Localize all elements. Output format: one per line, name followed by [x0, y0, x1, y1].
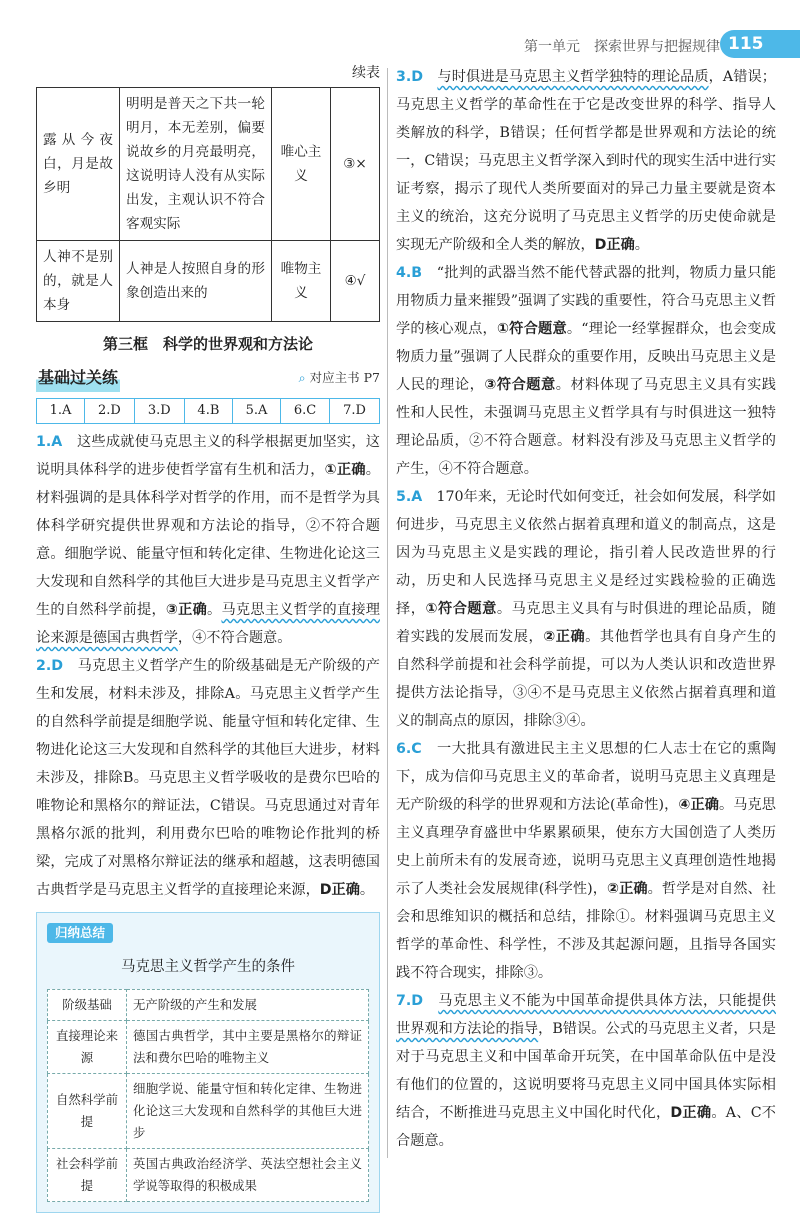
left-column	[36, 63, 380, 1213]
table-cell: 唯物主义	[272, 241, 331, 322]
explanation-1: 1.A 这些成就使马克思主义的科学根据更加坚实，这说明具体科学的进步使哲学富有生机和活力，①正确。材料强调的是具体科学对哲学的作用，而不是哲学为具体科学研究提供世界观和方法论的指导，②不符合题意。细胞学说、能量守恒和转化定律、生物进化论这三大发现和自然科学的其他巨大进步是马克思主义哲学产生的自然科学前提，③正确。马克思主义哲学的直接理论来源是德国古典哲学，④不符合题意。	[36, 434, 380, 646]
table-row: 阶级基础 无产阶级的产生和发展	[48, 990, 369, 1021]
explanation-2: 2.D 马克思主义哲学产生的阶级基础是无产阶级的产生和发展，材料未涉及，排除A。马克思主义哲学产生的自然科学前提是细胞学说、能量守恒和转化定律、生物进化论这三大发现和自然科学的其他巨大进步，材料未涉及，排除B。马克思主义哲学吸收的是费尔巴哈的唯物论和黑格尔的辩证法，C错误。马克思通过对青年黑格尔派的批判，利用费尔巴哈的唯物论作批判的桥梁，完成了对黑格尔辩证法的继承和超越，这表明德国古典哲学是马克思主义哲学的直接理论来源，D正确。	[36, 658, 380, 898]
header-title: 第一单元 探索世界与把握规律	[524, 39, 720, 55]
table-cell: 唯心主义	[272, 88, 331, 241]
table-row	[37, 88, 380, 241]
explanation-5: 5.A 170年来，无论时代如何变迁，社会如何发展，科学如何进步，马克思主义依然占据着真理和道义的制高点，这是因为马克思主义是实践的理论，指引着人民改造世界的行动，历史和人民选择马克思主义是经过实践检验的正确选择，①符合题意。马克思主义具有与时俱进的理论品质，随着实践的发展而发展，②正确。其他哲学也具有自身产生的自然科学前提和社会科学前提，可以为人类认识和改造世界提供方法论指导，③④不是马克思主义依然占据着真理和道义的制高点的原因，排除③④。	[396, 489, 776, 729]
page-number: 115	[720, 30, 800, 58]
table-cell: ④√	[331, 241, 380, 322]
explanation-4: 4.B “批判的武器当然不能代替武器的批判，物质力量只能用物质力量来摧毁”强调了实践的重要性，符合马克思主义哲学的核心观点，①符合题意。“理论一经掌握群众，也会变成物质力量”强调了人民群众的重要作用，反映出马克思主义是人民的理论，③符合题意。材料体现了马克思主义具有实践性和人民性，未强调马克思主义哲学具有与时俱进这一独特理论品质，②不符合题意。材料没有涉及马克思主义哲学的产生，④不符合题意。	[396, 265, 776, 477]
explanation-6: 6.C 一大批具有激进民主主义思想的仁人志士在它的熏陶下，成为信仰马克思主义的革命者，说明马克思主义真理是无产阶级的科学的世界观和方法论(革命性)，④正确。马克思主义真理孕育盛世中华累累硕果，使东方大国创造了人类历史上前所未有的发展奇迹，说明马克思主义真理创造性地揭示了人类社会发展规律(科学性)，②正确。哲学是对自然、社会和思维知识的概括和总结，排除①。材料强调马克思主义哲学的革命性、科学性，不涉及其起源问题，且指导各国实践不符合现实，排除③。	[396, 741, 776, 981]
answer-cell: 6.C	[280, 399, 329, 424]
practice-header	[36, 364, 380, 392]
explanation-3: 3.D 与时俱进是马克思主义哲学独特的理论品质，A错误；马克思主义哲学的革命性在于它是改变世界的科学、指导人类解放的科学，B错误；任何哲学都是世界观和方法论的统一，C错误；马克思主义哲学深入到时代的现实生活中进行实证考察，揭示了现代人类所要面对的异己力量主要就是资本主义的统治，这充分说明了马克思主义哲学的历史使命就是实现无产阶级和全人类的解放，D正确。	[396, 69, 776, 253]
table-cell: ③×	[331, 88, 380, 241]
table-cell: 明明是普天之下共一轮明月，本无差别，偏要说故乡的月亮最明亮，这说明诗人没有从实际出发，主观认识不符合客观实际	[120, 88, 272, 241]
table-row	[37, 241, 380, 322]
table-row: 社会科学前提 英国古典政治经济学、英法空想社会主义学说等取得的积极成果	[48, 1149, 369, 1202]
answer-cell: 5.A	[233, 399, 281, 424]
summary-tag: 归纳总结	[47, 923, 113, 943]
continued-label: 续表	[352, 65, 380, 81]
summary-box	[36, 912, 380, 1213]
answer-cell: 1.A	[37, 399, 85, 424]
answer-cell: 7.D	[330, 399, 380, 424]
explanation-7: 7.D 马克思主义不能为中国革命提供具体方法，只能提供世界观和方法论的指导，B错误。公式的马克思主义者，只是对于马克思主义和中国革命开玩笑，在中国革命队伍中是没有他们的位置的，这说明要将马克思主义同中国具体实际相结合，不断推进马克思主义中国化时代化，D正确。A、C不合题意。	[396, 993, 776, 1149]
table-cell: 人神是人按照自身的形象创造出来的	[120, 241, 272, 322]
practice-title: 基础过关练	[36, 364, 120, 392]
page-header	[500, 30, 800, 60]
answer-cell: 3.D	[134, 399, 184, 424]
summary-table	[47, 989, 369, 1202]
answer-key	[36, 398, 380, 424]
answer-cell: 2.D	[84, 399, 134, 424]
section-title: 第三框 科学的世界观和方法论	[102, 335, 313, 353]
search-icon: ⌕	[298, 370, 306, 385]
table-row: 自然科学前提 细胞学说、能量守恒和转化定律、生物进化论这三大发现和自然科学的其他巨大进步	[48, 1074, 369, 1149]
table-cell: 露从今夜白，月是故乡明	[37, 88, 120, 241]
summary-title: 马克思主义哲学产生的条件	[121, 959, 295, 975]
continued-table	[36, 87, 380, 322]
table-row: 直接理论来源 德国古典哲学，其中主要是黑格尔的辩证法和费尔巴哈的唯物主义	[48, 1021, 369, 1074]
textbook-reference: ⌕ 对应主书 P7	[298, 370, 380, 385]
answer-cell: 4.B	[184, 399, 232, 424]
column-divider	[387, 68, 388, 1158]
table-cell: 人神不是别的，就是人本身	[37, 241, 120, 322]
right-column	[396, 63, 776, 1155]
